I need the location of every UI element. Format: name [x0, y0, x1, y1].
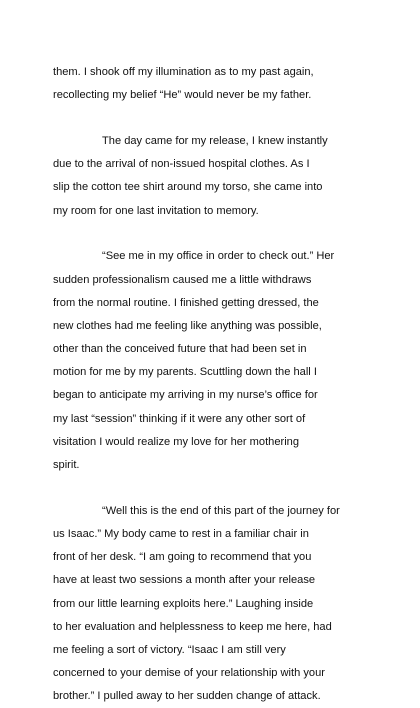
text-line: them. I shook off my illumination as to my past again, — [53, 66, 314, 78]
text-line: began to anticipate my arriving in my nurse’s office for — [53, 389, 318, 402]
text-line: to her evaluation and helplessness to keep me here, had — [53, 620, 332, 633]
text-line: The day came for my release, I knew instantly — [102, 134, 328, 147]
text-line: my last “session” thinking if it were any other sort of — [53, 412, 306, 425]
text-line: sudden professionalism caused me a little withdraws — [53, 273, 312, 286]
text-line: “Well this is the end of this part of the journey for — [102, 504, 340, 517]
body-text — [53, 61, 378, 708]
paragraph-3 — [53, 245, 378, 477]
text-line: recollecting my belief “He” would never be my father. — [53, 89, 312, 102]
text-line: new clothes had me feeling like anything was possible, — [53, 319, 322, 332]
text-line: other than the conceived future that had been set in — [53, 343, 307, 356]
text-line: have at least two sessions a month after your release — [53, 574, 316, 587]
text-line: concerned to your demise of your relationship with your — [53, 667, 325, 680]
text-line: “See me in my office in order to check out.” Her — [102, 250, 335, 263]
text-line: due to the arrival of non-issued hospital clothes. As I — [53, 158, 310, 171]
text-line: front of her desk. “I am going to recommend that you — [53, 551, 312, 564]
paragraph-2 — [53, 130, 378, 223]
text-line: visitation I would realize my love for her mothering — [53, 435, 300, 448]
text-line: from the normal routine. I finished getting dressed, the — [53, 296, 319, 309]
paragraph-4 — [53, 500, 378, 708]
text-line: me feeling a sort of victory. “Isaac I am still very — [53, 643, 286, 656]
text-line: from our little learning exploits here.” Laughing inside — [53, 597, 314, 610]
paragraph-1 — [53, 61, 378, 107]
text-line: motion for me by my parents. Scuttling down the hall I — [53, 366, 317, 379]
text-line: brother.” I pulled away to her sudden change of attack. — [53, 690, 321, 703]
text-line: slip the cotton tee shirt around my torso, she came into — [53, 181, 323, 194]
text-line: spirit. — [53, 459, 80, 471]
text-line: my room for one last invitation to memory. — [53, 204, 259, 217]
text-line: us Isaac.” My body came to rest in a familiar chair in — [53, 527, 309, 540]
